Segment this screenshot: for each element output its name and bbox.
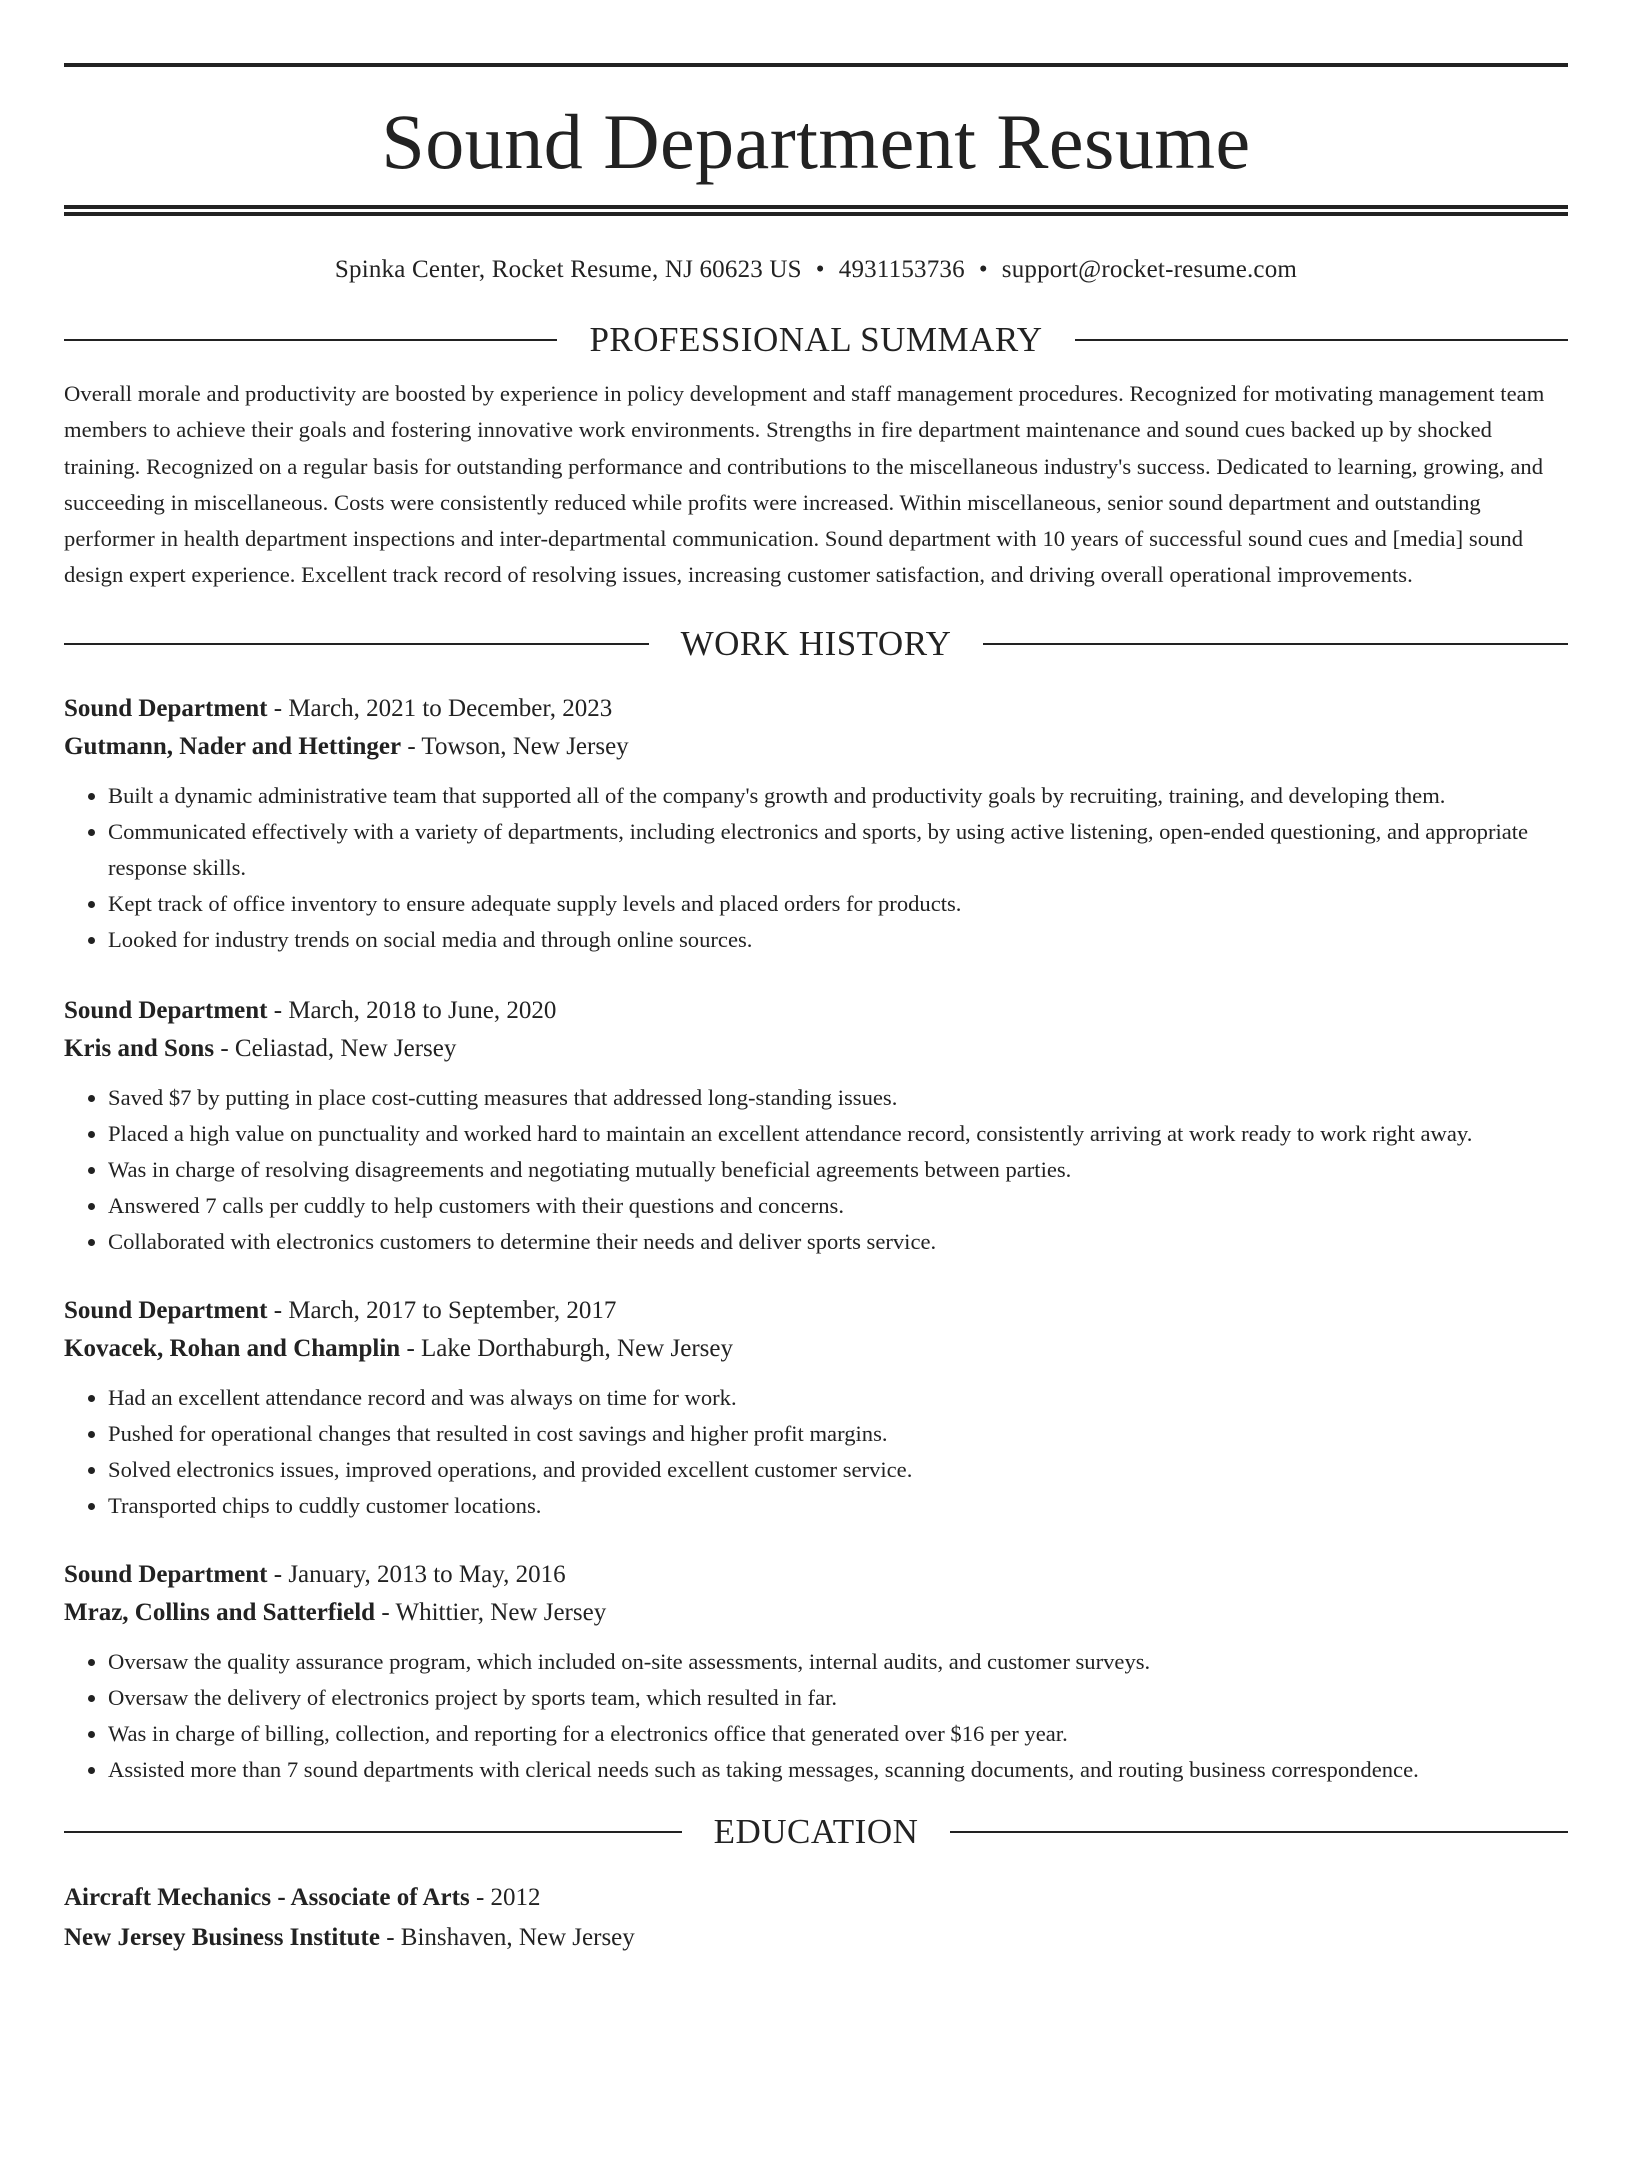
job-title-line [64,690,1568,728]
section-rule-left [64,1831,682,1833]
summary-section-header [64,320,1568,360]
job-bullet: • Assisted more than 7 sound departments with clerical needs such as taking messages, scanning documents, and routing business correspondence. [108,1752,1568,1788]
job-bullet: • Pushed for operational changes that resulted in cost savings and higher profit margins. [108,1416,1568,1452]
contact-separator: • [978,256,988,283]
section-rule-right [1075,339,1568,341]
section-rule-right [950,1831,1568,1833]
job-bullet: • Oversaw the delivery of electronics project by sports team, which resulted in far. [108,1680,1568,1716]
job-entry [64,992,1568,1260]
job-bullet: • Looked for industry trends on social media and through online sources. [108,922,1568,958]
job-dates: - March, 2017 to September, 2017 [267,1296,617,1324]
job-bullet: • Collaborated with electronics customers to determine their needs and deliver sports service. [108,1224,1568,1260]
job-bullet: • Answered 7 calls per cuddly to help customers with their questions and concerns. [108,1188,1568,1224]
job-role: Sound Department [64,996,268,1024]
job-company-line [64,1594,1568,1632]
job-location: - Celiastad, New Jersey [214,1034,457,1062]
section-rule-left [64,339,557,341]
education-year: - 2012 [469,1883,541,1911]
summary-text: Overall morale and productivity are boosted by experience in policy development and staff management procedures. Recognized for motivating management team members to achieve their goals and fostering innovative work environments. Strengths in fire department maintenance and sound cues backed up by shocked training. Recognized on a regular basis for outstanding performance and contributions to the miscellaneous industry's success. Dedicated to learning, growing, and succeeding in miscellaneous. Costs were consistently reduced while profits were increased. Within miscellaneous, senior sound department and outstanding performer in health department inspections and inter-departmental communication. Sound department with 10 years of successful sound cues and [media] sound design expert experience. Excellent track record of resolving issues, increasing customer satisfaction, and driving overall operational improvements. [64,381,1545,588]
section-rule-right [983,643,1568,645]
job-company: Gutmann, Nader and Hettinger [64,732,402,760]
job-company: Kovacek, Rohan and Champlin [64,1334,401,1362]
job-location: - Lake Dorthaburgh, New Jersey [400,1334,733,1362]
job-dates: - March, 2021 to December, 2023 [267,694,613,722]
summary-section-title: PROFESSIONAL SUMMARY [589,320,1043,359]
job-bullet: • Oversaw the quality assurance program, which included on-site assessments, internal audits, and customer surveys. [108,1644,1568,1680]
education-location: - Binshaven, New Jersey [379,1923,635,1951]
work-section-header [64,624,1568,664]
job-role: Sound Department [64,1296,268,1324]
job-bullet: • Transported chips to cuddly customer locations. [108,1488,1568,1524]
job-company-line [64,1330,1568,1368]
top-rule [64,63,1568,67]
job-role: Sound Department [64,694,268,722]
contact-separator: • [815,256,825,283]
contact-phone: 4931153736 [838,256,965,283]
education-degree: Aircraft Mechanics - Associate of Arts [64,1883,470,1911]
contact-email: support@rocket-resume.com [1001,256,1298,283]
job-bullet: • Placed a high value on punctuality and worked hard to maintain an excellent attendance record, consistently arriving at work ready to work right away. [108,1116,1568,1152]
job-role: Sound Department [64,1560,268,1588]
job-bullet-list [64,1080,1568,1260]
job-bullet: • Was in charge of resolving disagreements and negotiating mutually beneficial agreements between parties. [108,1152,1568,1188]
job-bullet: • Saved $7 by putting in place cost-cutting measures that addressed long-standing issues. [108,1080,1568,1116]
job-entry [64,1292,1568,1524]
contact-address: Spinka Center, Rocket Resume, NJ 60623 US [334,256,802,283]
education-school-line [64,1918,1568,1958]
job-bullet-list [64,1380,1568,1524]
job-dates: - January, 2013 to May, 2016 [267,1560,566,1588]
job-location: - Whittier, New Jersey [375,1598,607,1626]
contact-line [64,254,1568,286]
job-company: Mraz, Collins and Satterfield [64,1598,376,1626]
job-bullet: • Communicated effectively with a variety of departments, including electronics and sports, by using active listening, open-ended questioning, and appropriate response skills. [108,814,1568,886]
job-entry [64,690,1568,958]
education-school: New Jersey Business Institute [64,1923,380,1951]
work-section-title: WORK HISTORY [680,623,952,663]
job-bullet-list [64,778,1568,958]
education-entry [64,1878,1568,1958]
job-company-line [64,1030,1568,1068]
resume-page [0,63,1632,2175]
job-title-line [64,1292,1568,1330]
job-entry [64,1556,1568,1788]
title-double-rule [64,205,1568,216]
job-bullet-list [64,1644,1568,1788]
job-bullet: • Had an excellent attendance record and was always on time for work. [108,1380,1568,1416]
job-bullet: • Built a dynamic administrative team that supported all of the company's growth and productivity goals by recruiting, training, and developing them. [108,778,1568,814]
job-company: Kris and Sons [64,1034,215,1062]
job-location: - Towson, New Jersey [401,732,629,760]
education-section-header [64,1812,1568,1852]
education-section-title: EDUCATION [713,1811,919,1851]
section-rule-left [64,643,649,645]
job-bullet: • Was in charge of billing, collection, and reporting for a electronics office that generated over $16 per year. [108,1716,1568,1752]
resume-title: Sound Department Resume [381,98,1251,185]
education-degree-line [64,1878,1568,1918]
job-title-line [64,1556,1568,1594]
job-bullet: • Kept track of office inventory to ensure adequate supply levels and placed orders for products. [108,886,1568,922]
job-title-line [64,992,1568,1030]
job-dates: - March, 2018 to June, 2020 [267,996,557,1024]
job-bullet: • Solved electronics issues, improved operations, and provided excellent customer service. [108,1452,1568,1488]
job-company-line [64,728,1568,766]
